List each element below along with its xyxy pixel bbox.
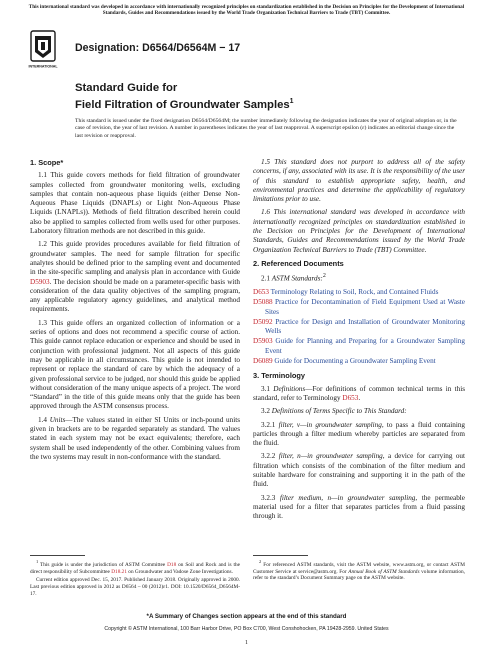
footnote-1-edition: Current edition approved Dec. 15, 2017. Published January 2018. Originally approved in 2000. Last previous edition approved in 2012 as D6564 – 00 (2012)ε1. DOI: 10.1520/D6564_D6564M-17. [30, 577, 240, 597]
footnote-text: This guide is under the jurisdiction of ASTM Committee [40, 561, 168, 568]
paragraph-term: filter, n—in groundwater sampling [278, 452, 383, 461]
paragraph-1-1: 1.1 This guide covers methods for field filtration of groundwater samples collected from groundwater monitoring wells, excluding samples that contain non-aqueous phase liquids (either Dense Non-Aqueous Phase Liquids (DNAPLs) or Light Non-Aqueous Phase Liquids (LNAPLs)). Methods of field filtration described herein could also be applied to samples collected from wells used for other purposes. Laboratory filtration methods are not described in this guide. [30, 171, 240, 236]
reference-title[interactable]: Practice for Decontamination of Field Equipment Used at Waste Sites [265, 298, 465, 316]
footnote-1 [30, 555, 240, 600]
ref-link-d18[interactable]: D18 [167, 561, 177, 568]
title-footnote-mark: 1 [289, 98, 294, 105]
issuance-note: This standard is issued under the fixed designation D6564/D6564M; the number immediately following the designation indicates the year of original adoption or, in the case of revision, the year of last revision. A number in parentheses indicates the year of last reapproval. A superscript epsilon (ε) indicates an editorial change since the last revision or reapproval. [75, 118, 457, 139]
paragraph-text: —For definitions of common technical terms in this standard, refer to Terminology [253, 384, 465, 402]
paragraph-number: 3.1 [261, 384, 274, 393]
reference-item[interactable] [253, 298, 465, 317]
paragraph-1-5: 1.5 This standard does not purport to address all of the safety concerns, if any, associated with its use. It is the responsibility of the user of this standard to establish appropriate safety, health, and environmental practices and determine the applicability of regulatory limitations prior to use. [253, 158, 465, 204]
reference-code[interactable]: D653 [253, 287, 269, 296]
astm-logo-icon [30, 30, 56, 70]
title-line-2 [75, 95, 455, 112]
footnote-rule [253, 555, 308, 556]
reference-title[interactable]: Guide for Documenting a Groundwater Sampling Event [274, 357, 436, 366]
paragraph-1-4 [30, 416, 240, 462]
referenced-standards-list [253, 288, 465, 366]
ref-link-d5903[interactable]: D5903 [30, 277, 50, 286]
reference-item[interactable] [253, 288, 465, 297]
logo-text: INTERNATIONAL [28, 64, 58, 69]
footnote-text: volume information, refer to the standard’s Document Summary page on the ASTM website. [253, 568, 465, 582]
paragraph-text: . [358, 393, 361, 402]
paragraph-term: filter, v—in groundwater sampling [278, 420, 382, 429]
footnote-text: on Groundwater and Vadose Zone Investigations. [126, 568, 233, 575]
paragraph-3-2-3 [253, 494, 465, 522]
left-column [30, 158, 240, 466]
document-title [75, 82, 455, 112]
reference-title[interactable]: Guide for Planning and Preparing for a Groundwater Sampling Event [265, 337, 465, 355]
footnote-2 [253, 555, 465, 584]
ref-link-d18-21[interactable]: D18.21 [111, 568, 127, 575]
tbt-notice: This international standard was developed in accordance with internationally recognized principles on standardization established in the Decision on Principles for the Development of International Standards, Guides and Recommendations issued by the World Trade Organization Technical Barriers to Trade (TBT) Committee. [28, 4, 465, 17]
reference-title[interactable]: Terminology Relating to Soil, Rock, and Contained Fluids [270, 287, 439, 296]
paragraph-3-2-2 [253, 452, 465, 489]
paragraph-1-2 [30, 240, 240, 314]
summary-of-changes-note: *A Summary of Changes section appears at the end of this standard [146, 613, 347, 620]
copyright: Copyright © ASTM International, 100 Barr Harbor Drive, PO Box C700, West Conshohocken, PA 19428-2959. United States [104, 626, 389, 632]
paragraph-number: 1.4 [38, 415, 50, 424]
paragraph-1-6: 1.6 This international standard was developed in accordance with internationally recognized principles on standardization established in the Decision on Principles for the Development of International Standards, Guides and Recommendations issued by the World Trade Organization Technical Barriers to Trade (TBT) Committee. [253, 208, 465, 254]
paragraph-term: ASTM Standards: [271, 274, 323, 283]
ref-link-d653[interactable]: D653 [342, 393, 359, 402]
reference-code[interactable]: D5092 [253, 317, 273, 326]
paragraph-term: Definitions of Terms Specific to This Standard: [271, 407, 407, 416]
reference-code[interactable]: D6089 [253, 357, 273, 366]
page-number: 1 [245, 640, 248, 646]
title-line-1: Standard Guide for [75, 82, 178, 94]
paragraph-text: , to pass a fluid containing particles through a filter medium whereby particles are separated from the fluid. [253, 420, 466, 448]
footnote-mark: 2 [322, 273, 326, 280]
paragraph-term: Definitions [273, 384, 306, 393]
paragraph-text: , the permeable material used for a filter that separates particles from a fluid passing through it. [253, 493, 465, 521]
astm-logo [30, 30, 56, 70]
reference-title[interactable]: Practice for Design and Installation of Groundwater Monitoring Wells [265, 317, 466, 336]
footnote-2-text: $^2$ For referenced ASTM standards, visit the ASTM website, www.astm.org, or contact ASTM Customer Service at service@astm.org. For Annual Book of ASTM Standards volume information, refer to the standard’s Document Summary page on the ASTM website. [253, 559, 466, 582]
section-heading-referenced-documents: 2. Referenced Documents [253, 258, 344, 268]
paragraph-text: . The decision should be made on a parameter-specific basis with consideration of the data quality objectives of the sampling program, any applicable regulatory agency guidelines, and analytical method requirements. [30, 277, 240, 314]
footnote-1-text: $^1$ This guide is under the jurisdiction of ASTM Committee D18 on Soil and Rock and is the direct responsibility of Subcommittee D18.21 on Groundwater and Vadose Zone Investigations. [30, 559, 240, 575]
footnote-text: For referenced ASTM standards, visit the ASTM website, www.astm.org, or contact ASTM Customer Service at service@astm.org. For [253, 561, 466, 575]
reference-code[interactable]: D5903 [253, 337, 273, 346]
reference-item[interactable] [253, 337, 465, 356]
reference-code[interactable]: D5088 [253, 298, 273, 307]
footnote-italic: Annual Book of ASTM Standards [348, 568, 420, 575]
section-heading-terminology: 3. Terminology [253, 371, 306, 381]
paragraph-3-1 [253, 385, 465, 404]
paragraph-2-1 [253, 272, 465, 284]
right-column [253, 158, 465, 525]
paragraph-term: Units [49, 415, 66, 424]
paragraph-number: 3.2.3 [261, 493, 280, 502]
reference-item[interactable] [253, 318, 465, 337]
paragraph-3-2-1 [253, 421, 465, 449]
reference-item[interactable] [253, 357, 465, 366]
paragraph-text: , a device for carrying out filtration which consists of the combination of the filter medium and suitable hardware for constraining and supporting it in the path of the fluid. [253, 452, 466, 489]
paragraph-text: 1.2 This guide provides procedures available for field filtration of groundwater samples. The need for sample filtration for specific analytes should be defined prior to the sampling event and documented in the site-specific sampling and analysis plan in accordance with Guide [30, 240, 240, 277]
paragraph-1-3: 1.3 This guide offers an organized collection of information or a series of options and does not recommend a specific course of action. This guide cannot replace education or experience and should be used in conjunction with professional judgment. Not all aspects of this guide may be applicable in all circumstances. This guide is not intended to represent or replace the standard of care by which the adequacy of a given professional service to be judged, nor should this guide be applied without consideration of the many unique aspects of a project. The word “Standard” in the title of this guide means only that the guide has been approved through the ASTM consensus process. [30, 318, 240, 411]
title-main: Field Filtration of Groundwater Samples [75, 98, 290, 111]
paragraph-3-2 [253, 407, 465, 416]
designation: Designation: D6564/D6564M − 17 [75, 42, 241, 54]
paragraph-term: filter medium, n—in groundwater sampling [279, 493, 416, 502]
paragraph-number: 2.1 [261, 274, 272, 283]
paragraph-text: —The values stated in either SI Units or inch-pound units given in brackets are to be regarded separately as standard. The values stated in each system may not be exact equivalents; therefore, each system shall be used independently of the other. Combining values from the two systems may result in non-conformance with the standard. [30, 415, 241, 461]
section-heading-scope: 1. Scope* [30, 158, 64, 167]
paragraph-number: 3.2.2 [261, 452, 279, 461]
footnote-rule [30, 555, 85, 556]
paragraph-number: 3.2 [261, 407, 272, 416]
footnote-text: on Soil and Rock and is the direct responsibility of Subcommittee [30, 561, 240, 575]
paragraph-number: 3.2.1 [261, 420, 279, 429]
